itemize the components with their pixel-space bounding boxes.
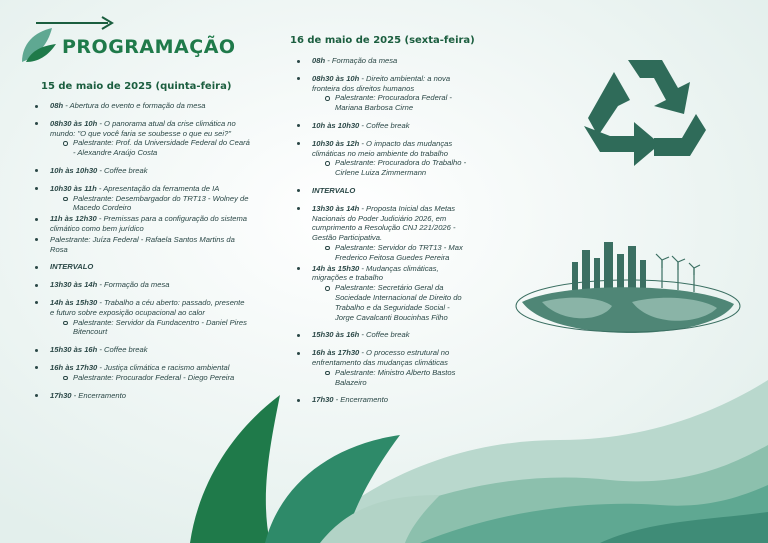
item-title: Justiça climática e racismo ambiental [104,362,230,372]
item-title: Coffee break [104,345,148,355]
schedule-item: 16h às 17h30 - O processo estrutural no enfrentamento das mudanças climáticas Palestrante: Ministro Alberto Bastos Balazeiro [290,348,470,387]
item-title: Premissas para a configuração do sistema climático como bem jurídico [50,214,247,233]
globe-icon [512,232,742,362]
item-time: 08h [312,56,326,65]
item-title: Coffee break [104,165,148,175]
item-title: O processo estrutural no enfrentamento das mudanças climáticas [312,348,450,367]
day2-heading: 16 de maio de 2025 (sexta-feira) [290,35,475,46]
schedule-item: 08h - Abertura do evento e formação da mesa [28,101,250,111]
item-time: 16h às 17h30 [50,362,98,372]
item-title: Encerramento [340,395,388,405]
item-title: Apresentação da ferramenta de IA [103,183,220,193]
item-speaker: Palestrante: Procurador Federal - Diego Pereira [50,373,250,383]
item-time: 17h30 [312,395,334,405]
item-title: INTERVALO [312,185,356,195]
schedule-item: 10h30 às 12h - O impacto das mudanças climáticas no meio ambiente do trabalho Palestrante: Procuradora do Trabalho - Cirlene Luiza Zimmermann [290,139,470,178]
item-title: Mudanças climáticas, migrações e trabalho [312,263,439,283]
schedule-item: 17h30 - Encerramento [290,395,470,405]
schedule-item: 08h30 às 10h - O panorama atual da crise climática no mundo: "O que você faria se soubesse o que eu sei?" Palestrante: Prof. da Universidade Federal do Ceará - Alexandre Araújo Costa [28,119,250,158]
schedule-item: 10h às 10h30 - Coffee break [28,166,250,176]
item-title: Abertura do evento e formação da mesa [69,101,206,110]
item-time: 13h30 às 14h [50,280,98,290]
schedule-item: 14h às 15h30 - Mudanças climáticas, migrações e trabalho Palestrante: Secretário Geral da Sociedade Internacional de Direito do Trabalho e da Seguridade Social - Jorge Cavalcanti Boucinhas Filho [290,264,470,323]
schedule-item: 13h30 às 14h - Proposta Inicial das Metas Nacionais do Poder Judiciário 2026, em cumprimento a Resolução CNJ 221/2026 - Gestão Participativa. Palestrante: Servidor do TRT13 - Max Frederico Feitosa Guedes Pereira [290,204,470,263]
schedule-item [28,235,250,255]
recycle-icon [580,52,710,172]
schedule-break [28,262,250,272]
item-title: Formação da mesa [104,280,170,290]
item-speaker: Palestrante: Prof. da Universidade Federal do Ceará - Alexandre Araújo Costa [50,138,250,158]
schedule-item: 10h às 10h30 - Coffee break [290,121,470,131]
item-title: Coffee break [366,120,410,130]
item-speaker: Palestrante: Secretário Geral da Sociedade Internacional de Direito do Trabalho e da Seguridade Social - Jorge Cavalcanti Boucinhas Filho [312,283,470,322]
schedule-item: 11h às 12h30 - Premissas para a configuração do sistema climático como bem jurídico [28,214,250,234]
schedule-item: 14h às 15h30 - Trabalho a céu aberto: passado, presente e futuro sobre exposição ocupacional ao calor Palestrante: Servidor da Fundacentro - Daniel Pires Bitencourt [28,298,250,337]
item-title: Trabalho a céu aberto: passado, presente e futuro sobre exposição ocupacional ao calor [50,297,245,317]
item-title: O panorama atual da crise climática no mundo: "O que você faria se soubesse o que eu sei?" [50,118,236,138]
item-time: 15h30 às 16h [50,345,98,355]
item-title: Proposta Inicial das Metas Nacionais do Poder Judiciário 2026, em cumprimento a Resolução CNJ 221/2026 - Gestão Participativa. [312,203,456,243]
schedule-item: 08h - Formação da mesa [290,56,470,66]
item-time: 10h às 10h30 [312,120,360,130]
item-speaker: Palestrante: Procuradora do Trabalho - Cirlene Luiza Zimmermann [312,158,470,178]
page-title: PROGRAMAÇÃO [62,36,236,58]
schedule-item: 08h30 às 10h - Direito ambiental: a nova fronteira dos direitos humanos Palestrante: Procuradora Federal - Mariana Barbosa Cirne [290,74,470,113]
item-title: Direito ambiental: a nova fronteira dos direitos humanos [312,73,451,93]
item-time: 14h às 15h30 [312,263,360,273]
schedule-item: 17h30 - Encerramento [28,391,250,401]
leaf-logo-icon [18,24,58,64]
item-time: 10h30 às 11h [50,183,97,193]
schedule-item: 10h30 às 11h - Apresentação da ferramenta de IA Palestrante: Desembargador do TRT13 - Wolney de Macedo Cordeiro [28,184,250,213]
item-time: 10h30 às 12h [312,138,360,148]
item-time: 08h30 às 10h [50,118,98,128]
item-speaker: Palestrante: Desembargador do TRT13 - Wolney de Macedo Cordeiro [50,194,250,214]
item-time: 15h30 às 16h [312,330,360,340]
day1-schedule [28,101,250,408]
schedule-item: 16h às 17h30 - Justiça climática e racismo ambiental Palestrante: Procurador Federal - Diego Pereira [28,363,250,383]
item-time: 08h [50,101,64,110]
day2-schedule [290,56,470,413]
item-title: INTERVALO [50,262,94,272]
item-title: Encerramento [78,390,126,400]
item-time: 13h30 às 14h [312,203,360,213]
leaf-decoration-icon [170,395,450,543]
item-speaker: Palestrante: Servidor da Fundacentro - Daniel Pires Bitencourt [50,318,250,338]
item-title: Formação da mesa [331,56,398,65]
schedule-item: 13h30 às 14h - Formação da mesa [28,280,250,290]
day1-heading: 15 de maio de 2025 (quinta-feira) [41,81,232,92]
schedule-item: 15h30 às 16h - Coffee break [290,330,470,340]
item-title: Coffee break [366,330,410,340]
item-speaker: Palestrante: Procuradora Federal - Mariana Barbosa Cirne [312,93,470,113]
item-time: 10h às 10h30 [50,165,98,175]
schedule-item: 15h30 às 16h - Coffee break [28,345,250,355]
item-speaker: Palestrante: Ministro Alberto Bastos Balazeiro [312,368,470,388]
item-time: 11h às 12h30 [50,214,97,224]
item-title: O impacto das mudanças climáticas no meio ambiente do trabalho [312,138,453,158]
item-time: 17h30 [50,390,72,400]
schedule-break [290,186,470,196]
item-time: 16h às 17h30 [312,348,360,358]
item-time: 08h30 às 10h [312,73,360,83]
item-title: Palestrante: Juíza Federal - Rafaela Santos Martins da Rosa [50,234,235,254]
item-speaker: Palestrante: Servidor do TRT13 - Max Frederico Feitosa Guedes Pereira [312,243,470,263]
item-time: 14h às 15h30 [50,297,98,307]
